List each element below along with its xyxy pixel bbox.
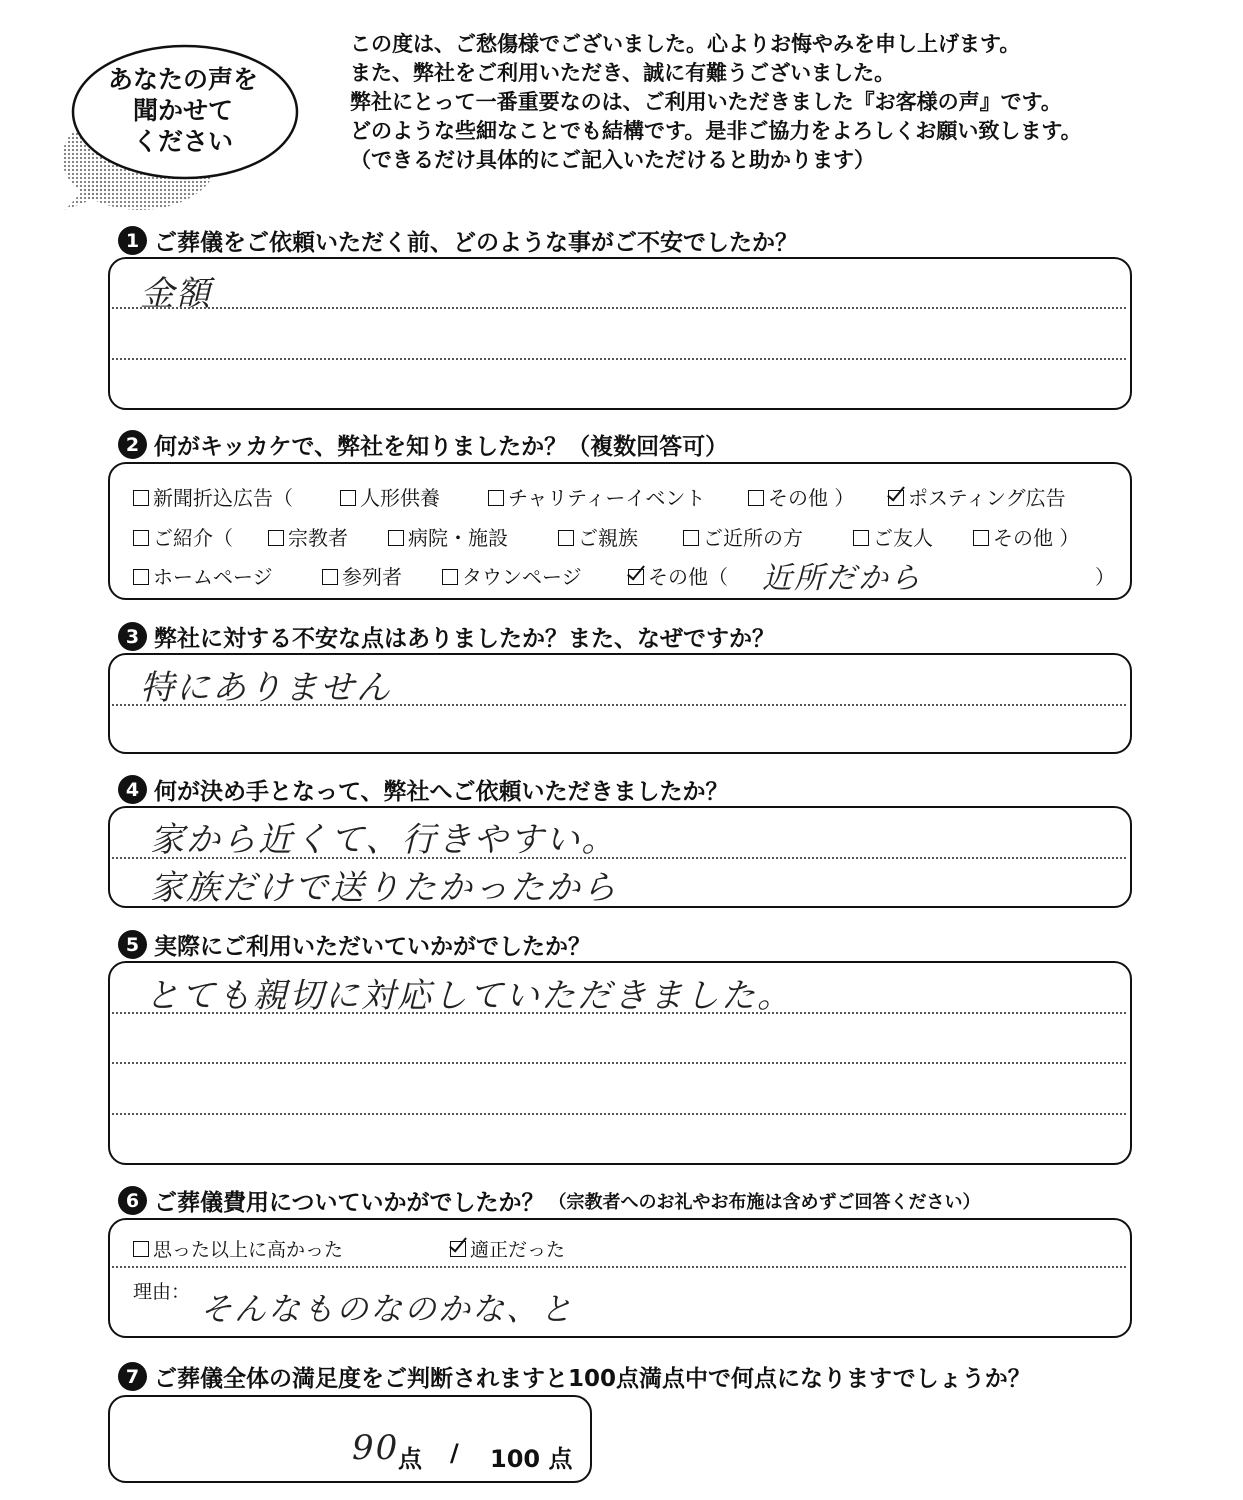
question-7 [118,1360,1031,1393]
answer-5-handwriting: とても親切に対応していただきました。 [145,976,793,1016]
option-town-page[interactable]: タウンページ [442,561,582,590]
checkbox[interactable] [268,530,284,546]
option-attendee[interactable]: 参列者 [322,561,402,590]
question-number-1: 1 [118,226,147,255]
option-doll-memorial[interactable]: 人形供養 [340,482,440,511]
reason-handwriting: そんなものなのかな、と [200,1290,575,1328]
option-charity-event[interactable]: チャリティーイベント [488,482,705,511]
option-posting-ad[interactable]: ポスティング広告 [888,482,1066,511]
score-slash: / [450,1439,459,1467]
option-other-referral[interactable]: その他 ） [973,522,1079,551]
checkbox[interactable] [442,569,458,585]
voice-bubble [55,40,315,220]
question-3 [118,620,775,653]
answer-3-handwriting: 特にありません [140,668,392,708]
question-2-text: 何がキッカケで、弊社を知りましたか？（複数回答可） [154,434,729,460]
question-1-text: ご葬儀をご依頼いただく前、どのような事がご不安でしたか？ [154,230,798,256]
question-6 [118,1184,981,1217]
question-4 [118,773,729,806]
checkbox[interactable] [558,530,574,546]
question-number-2: 2 [118,430,147,459]
checkbox[interactable] [322,569,338,585]
option-newspaper[interactable]: 新聞折込広告（ [133,482,293,511]
option-other-ad[interactable]: その他 ） [748,482,854,511]
checkbox[interactable] [133,569,149,585]
checkbox[interactable] [748,490,764,506]
bubble-text: あなたの声を 聞かせて ください [107,65,258,156]
option-friends[interactable]: ご友人 [853,522,933,551]
question-5 [118,928,591,961]
question-number-7: 7 [118,1362,147,1391]
reason-label: 理由： [133,1281,191,1303]
question-1 [118,224,798,257]
question-3-text: 弊社に対する不安な点はありましたか？また、なぜですか？ [154,626,775,652]
close-paren: ） [1095,565,1115,589]
intro-text: この度は、ご愁傷様でございました。心よりお悔やみを申し上げます。 また、弊社をご利用いただき、誠に有難うございました。 弊社にとって一番重要なのは、ご利用いただきました『お客様の声』です。 どのような些細なことでも結構です。是非ご協力をよろしくお願い致します。 （できるだけ具体的にご記入いただけると助かります） [350,32,1082,172]
checkbox[interactable] [388,530,404,546]
answer-line [112,358,1126,360]
option-relatives[interactable]: ご親族 [558,522,638,551]
other-answer-handwriting: 近所だから [762,561,922,596]
checkbox-checked[interactable] [888,490,904,506]
checkbox[interactable] [488,490,504,506]
option-reasonable[interactable]: 適正だった [450,1235,565,1262]
answer-1-handwriting: 金額 [140,274,212,314]
score-max: 100 点 [490,1445,573,1473]
answer-line [112,1266,1126,1268]
question-7-text: ご葬儀全体の満足度をご判断されますと100点満点中で何点になりますでしょうか？ [154,1366,1031,1392]
checkbox[interactable] [133,1241,149,1257]
checkbox[interactable] [683,530,699,546]
question-6-note: （宗教者へのお礼やお布施は含めずご回答ください） [548,1191,981,1213]
checkbox-checked[interactable] [628,569,644,585]
option-homepage[interactable]: ホームページ [133,561,273,590]
checkbox-checked[interactable] [450,1241,466,1257]
answer-4-line-1: 家から近くて、行きやすい。 [150,820,618,860]
checkbox[interactable] [133,530,149,546]
answer-box-1[interactable] [108,257,1132,410]
option-other[interactable]: その他（ [628,561,728,590]
answer-line [112,1062,1126,1064]
checkbox[interactable] [853,530,869,546]
option-referral[interactable]: ご紹介（ [133,522,233,551]
question-number-3: 3 [118,622,147,651]
checkbox[interactable] [133,490,149,506]
checkbox[interactable] [340,490,356,506]
option-too-expensive[interactable]: 思った以上に高かった [133,1235,343,1262]
question-number-4: 4 [118,775,147,804]
score-unit: 点 [398,1445,422,1473]
question-5-text: 実際にご利用いただいていかがでしたか？ [154,934,591,960]
question-2 [118,428,728,461]
question-number-5: 5 [118,930,147,959]
checkbox[interactable] [973,530,989,546]
question-number-6: 6 [118,1186,147,1215]
answer-4-line-2: 家族だけで送りたかったから [150,868,618,908]
score-handwriting: 90 [352,1428,400,1468]
answer-line [112,1113,1126,1115]
question-4-text: 何が決め手となって、弊社へご依頼いただきましたか？ [154,779,729,805]
option-religious[interactable]: 宗教者 [268,522,348,551]
option-hospital[interactable]: 病院・施設 [388,522,508,551]
option-neighbors[interactable]: ご近所の方 [683,522,803,551]
answer-line [112,307,1126,309]
question-6-text: ご葬儀費用についていかがでしたか？ [154,1190,545,1216]
